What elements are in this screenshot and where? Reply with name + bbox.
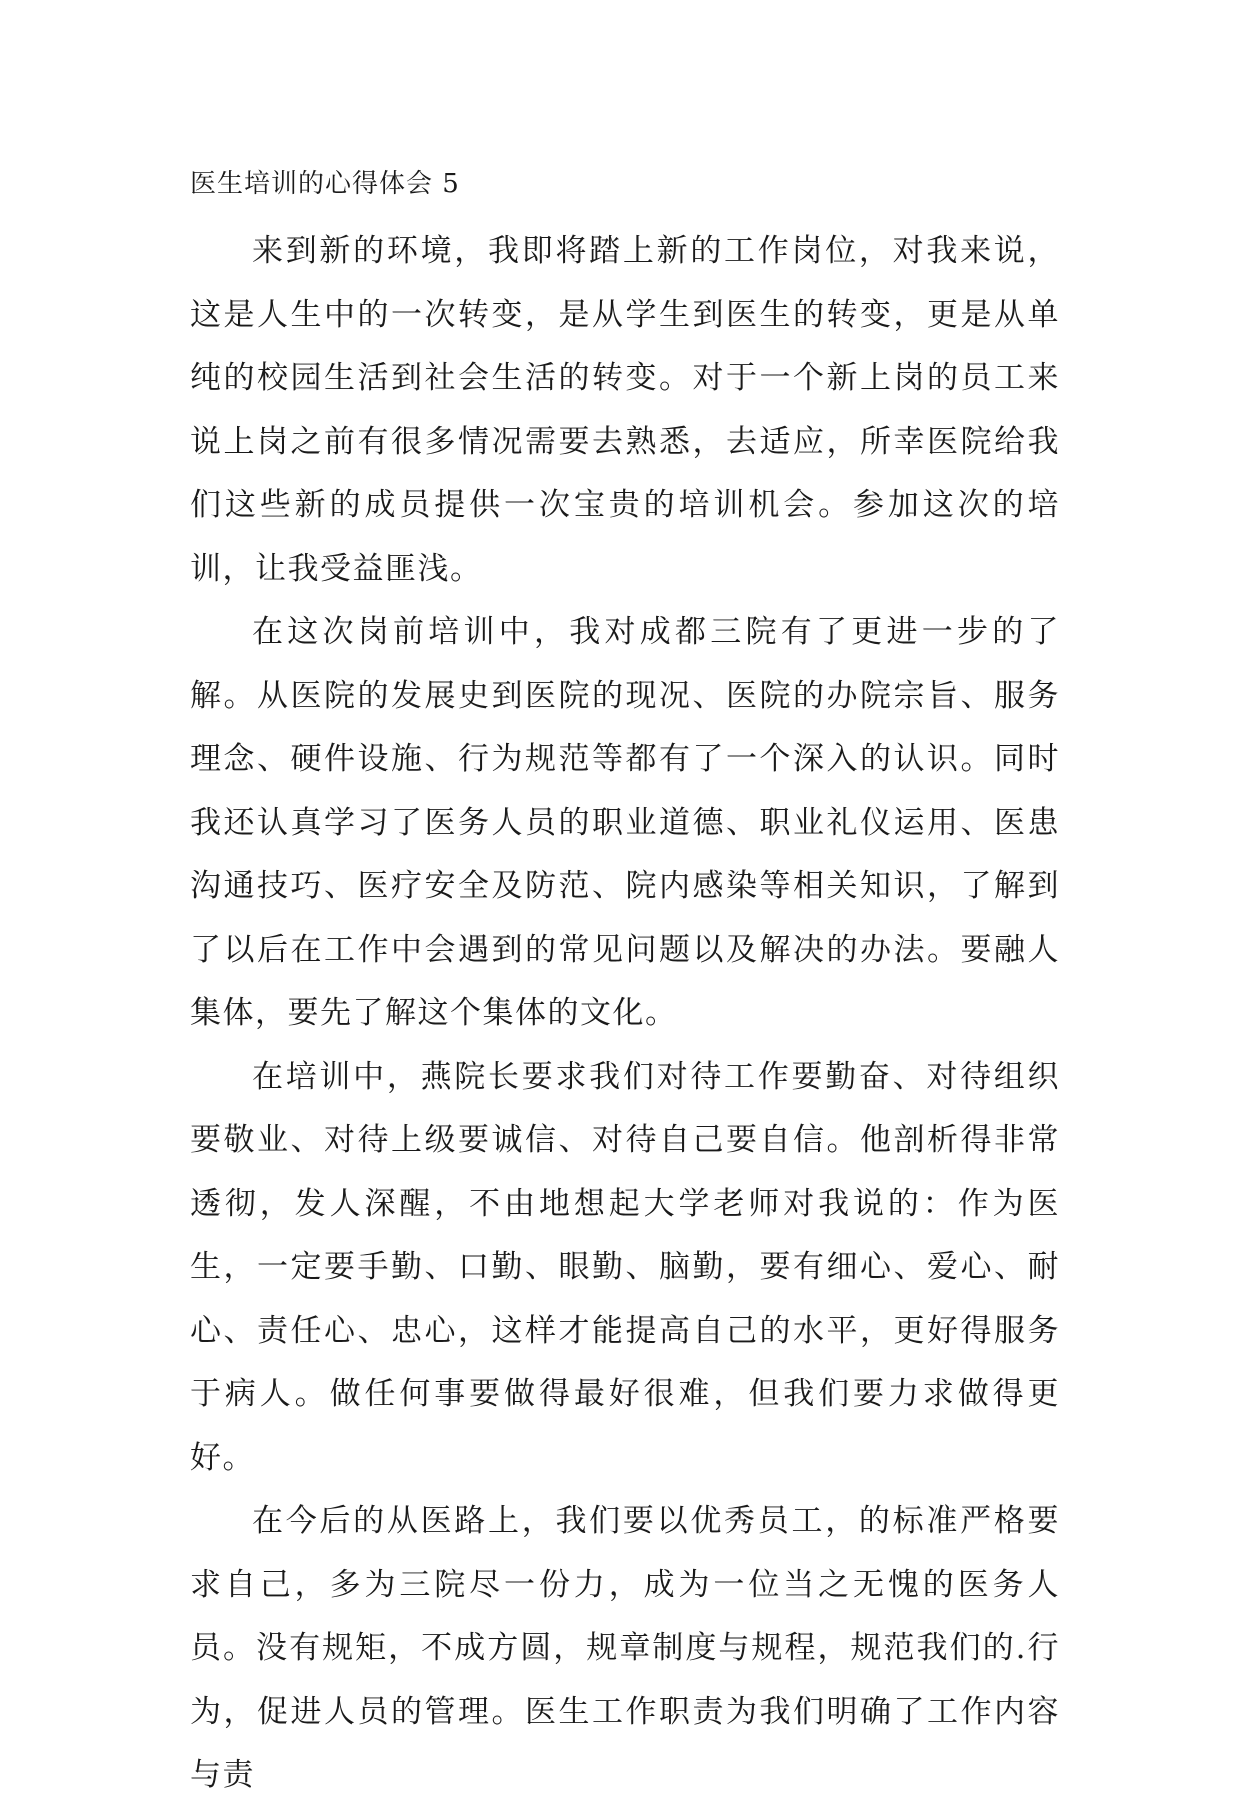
paragraph-1: 来到新的环境，我即将踏上新的工作岗位，对我来说，这是人生中的一次转变，是从学生到医生的转变，更是从单纯的校园生活到社会生活的转变。对于一个新上岗的员工来说上岗之前有很多情况需要去熟悉，去适应，所幸医院给我们这些新的成员提供一次宝贵的培训机会。参加这次的培训，让我受益匪浅。 [190, 233, 1060, 587]
paragraph-3: 在培训中，燕院长要求我们对待工作要勤奋、对待组织要敬业、对待上级要诚信、对待自己要自信。他剖析得非常透彻，发人深醒，不由地想起大学老师对我说的：作为医生，一定要手勤、口勤、眼勤、脑勤，要有细心、爱心、耐心、责任心、忠心，这样才能提高自己的水平，更好得服务于病人。做任何事要做得最好很难，但我们要力求做得更好。 [190, 1058, 1060, 1476]
paragraph-2: 在这次岗前培训中，我对成都三院有了更进一步的了解。从医院的发展史到医院的现况、医院的办院宗旨、服务理念、硬件设施、行为规范等都有了一个深入的认识。同时我还认真学习了医务人员的职业道德、职业礼仪运用、医患沟通技巧、医疗安全及防范、院内感染等相关知识，了解到了以后在工作中会遇到的常见问题以及解决的办法。要融人集体，要先了解这个集体的文化。 [190, 614, 1060, 1031]
paragraph-4: 在今后的从医路上，我们要以优秀员工，的标准严格要求自己，多为三院尽一份力，成为一位当之无愧的医务人员。没有规矩，不成方圆，规章制度与规程，规范我们的.行为，促进人员的管理。医生工作职责为我们明确了工作内容与责 [190, 1503, 1060, 1793]
document-body [190, 168, 1060, 1808]
document-title: 医生培训的心得体会 5 [190, 169, 460, 199]
